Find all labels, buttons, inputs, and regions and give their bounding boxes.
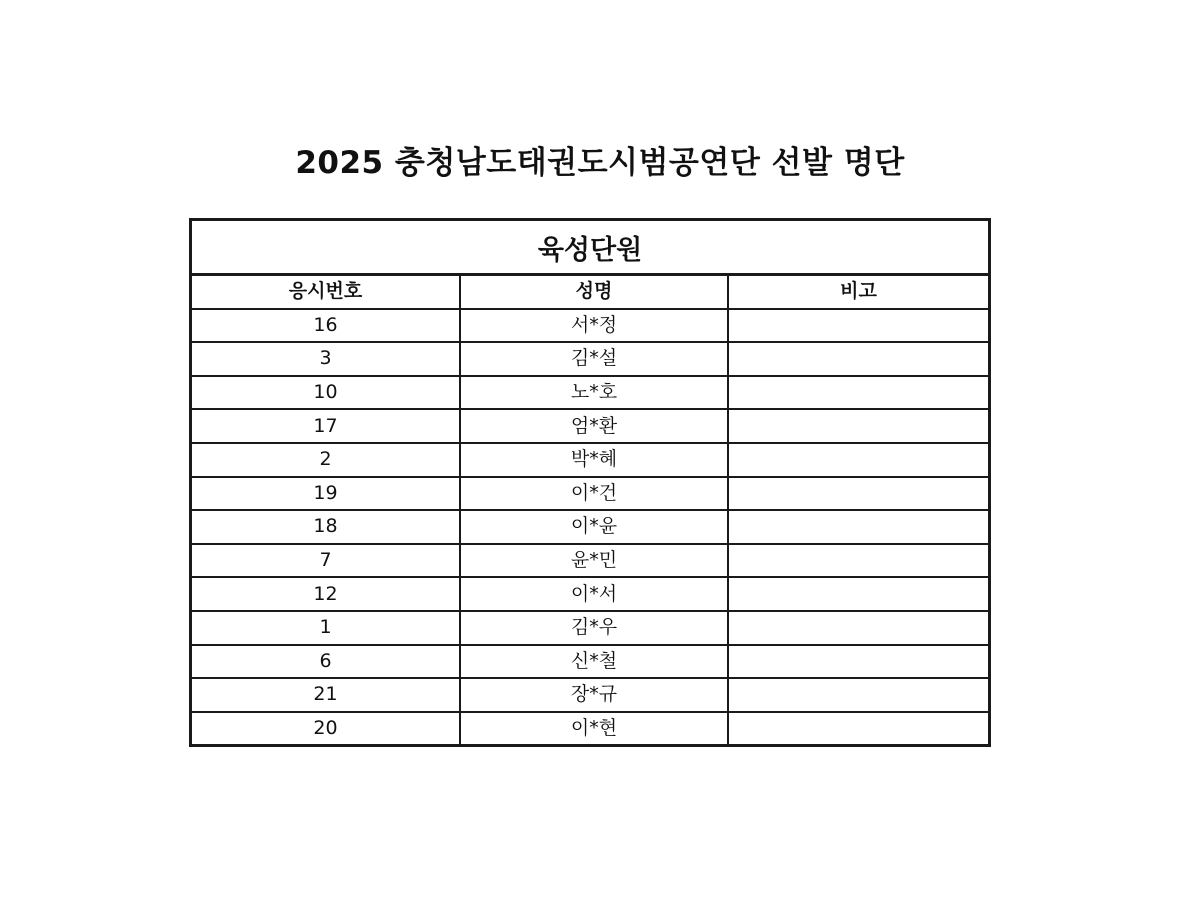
cell-name: 박*혜 [460, 443, 728, 477]
table-row [192, 577, 988, 611]
cell-number: 10 [192, 376, 460, 410]
cell-number: 2 [192, 443, 460, 477]
cell-name: 윤*민 [460, 544, 728, 578]
cell-number: 6 [192, 645, 460, 679]
table-row [192, 376, 988, 410]
table-row [192, 678, 988, 712]
cell-note [728, 611, 988, 645]
cell-note [728, 443, 988, 477]
table-row [192, 712, 988, 745]
cell-note [728, 678, 988, 712]
table-row [192, 645, 988, 679]
document-title: 2025 충청남도태권도시범공연단 선발 명단 [295, 145, 905, 181]
cell-name: 서*정 [460, 309, 728, 343]
table-row [192, 342, 988, 376]
cell-number: 17 [192, 409, 460, 443]
cell-note [728, 712, 988, 745]
cell-name: 장*규 [460, 678, 728, 712]
cell-number: 18 [192, 510, 460, 544]
roster-grid [192, 276, 988, 744]
cell-number: 19 [192, 477, 460, 511]
cell-name: 이*현 [460, 712, 728, 745]
cell-number: 3 [192, 342, 460, 376]
cell-note [728, 577, 988, 611]
column-header-note: 비고 [728, 276, 988, 309]
header-row [192, 276, 988, 309]
cell-note [728, 645, 988, 679]
table-row [192, 611, 988, 645]
cell-number: 20 [192, 712, 460, 745]
cell-name: 신*철 [460, 645, 728, 679]
roster-body [192, 309, 988, 745]
table-row [192, 443, 988, 477]
column-header-number: 응시번호 [192, 276, 460, 309]
table-row [192, 409, 988, 443]
cell-name: 김*설 [460, 342, 728, 376]
table-row [192, 510, 988, 544]
cell-name: 이*서 [460, 577, 728, 611]
section-title: 육성단원 [192, 221, 988, 276]
cell-note [728, 477, 988, 511]
cell-name: 김*우 [460, 611, 728, 645]
cell-name: 이*건 [460, 477, 728, 511]
cell-number: 21 [192, 678, 460, 712]
roster-table [189, 218, 991, 747]
cell-note [728, 342, 988, 376]
cell-name: 노*호 [460, 376, 728, 410]
table-row [192, 477, 988, 511]
cell-number: 1 [192, 611, 460, 645]
cell-note [728, 309, 988, 343]
cell-number: 12 [192, 577, 460, 611]
cell-note [728, 376, 988, 410]
table-row [192, 544, 988, 578]
column-header-name: 성명 [460, 276, 728, 309]
cell-note [728, 510, 988, 544]
cell-number: 16 [192, 309, 460, 343]
cell-note [728, 544, 988, 578]
table-row [192, 309, 988, 343]
cell-name: 엄*환 [460, 409, 728, 443]
cell-note [728, 409, 988, 443]
cell-name: 이*윤 [460, 510, 728, 544]
cell-number: 7 [192, 544, 460, 578]
